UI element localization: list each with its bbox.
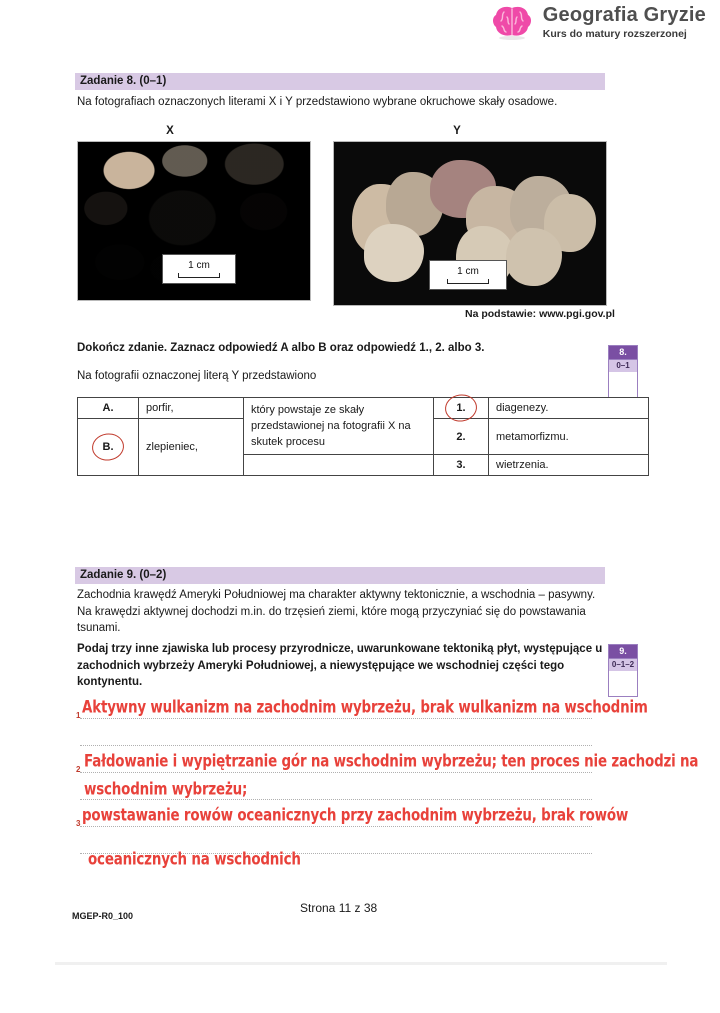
- score-number-9: 9.: [609, 645, 637, 658]
- table-middle-text: który powstaje ze skały przedstawionej na fotografii X na skutek procesu: [244, 398, 434, 455]
- brain-icon: [491, 4, 533, 40]
- rock-fragment: [506, 228, 562, 286]
- answer-line[interactable]: [80, 799, 592, 800]
- score-range-8: 0–1: [609, 359, 637, 372]
- option-b-label: B.: [102, 441, 114, 453]
- option-number-3[interactable]: 3.: [434, 455, 489, 476]
- scale-label-y: 1 cm: [457, 266, 479, 277]
- task-8-stem: Na fotografii oznaczonej literą Y przedstawiono: [77, 370, 317, 382]
- score-blank-8[interactable]: [609, 372, 637, 397]
- footer-code: MGEP-R0_100: [72, 911, 134, 921]
- option-letter-b[interactable]: [78, 419, 139, 476]
- score-blank-9[interactable]: [609, 671, 637, 696]
- handwritten-answer-3-line-1: powstawanie rowów oceanicznych przy zachodnim wybrzeżu, brak rowów: [82, 806, 629, 825]
- rock-fragment: [364, 224, 424, 282]
- score-box-task-8: [608, 345, 638, 398]
- table-middle-spacer: [244, 455, 434, 476]
- table-row: [78, 398, 649, 419]
- photo-y-conglomerate: [333, 141, 607, 306]
- option-a-text[interactable]: porfir,: [139, 398, 244, 419]
- answer-line[interactable]: [80, 718, 592, 719]
- score-box-task-9: [608, 644, 638, 697]
- photo-x-pebbles: [77, 141, 311, 301]
- task-9-band: Zadanie 9. (0–2): [75, 567, 605, 584]
- brand-subtitle: Kurs do matury rozszerzonej: [542, 27, 687, 40]
- brand-title: Geografia Gryzie: [542, 3, 706, 26]
- score-range-9: 0–1–2: [609, 658, 637, 671]
- option-b-text[interactable]: zlepieniec,: [139, 419, 244, 476]
- score-number-8: 8.: [609, 346, 637, 359]
- photo-y-label: Y: [453, 125, 461, 137]
- exam-sheet: [0, 56, 720, 956]
- task-8-band: Zadanie 8. (0–1): [75, 73, 605, 90]
- option-number-2[interactable]: 2.: [434, 419, 489, 455]
- option-letter-a[interactable]: [78, 398, 139, 419]
- answer-number-2: 2: [76, 765, 81, 774]
- answer-line[interactable]: [80, 826, 592, 827]
- photo-source: Na podstawie: www.pgi.gov.pl: [465, 308, 615, 320]
- task-8-instruction: Dokończ zdanie. Zaznacz odpowiedź A albo B oraz odpowiedź 1., 2. albo 3.: [77, 342, 485, 354]
- footer-page-number: Strona 11 z 38: [300, 901, 378, 915]
- option-number-1[interactable]: [434, 398, 489, 419]
- option-1-label: 1.: [456, 402, 466, 414]
- scale-bar-graphic-y: [447, 279, 489, 284]
- task-9-instruction: Podaj trzy inne zjawiska lub procesy przyrodnicze, uwarunkowane tektoniką płyt, występujące u zachodnich wybrzeży Ameryki Południowej, a niewystępujące we wschodniej części tego kontynentu.: [77, 643, 603, 688]
- brand-header: [491, 4, 706, 40]
- answer-table-task-8: [77, 397, 649, 476]
- scale-bar-graphic-x: [178, 273, 220, 278]
- answer-line[interactable]: [80, 745, 592, 746]
- scale-bar-x: [162, 254, 236, 284]
- task-9-intro: Zachodnia krawędź Ameryki Południowej ma charakter aktywny tektonicznie, a wschodnia – pasywny. Na krawędzi aktywnej dochodzi m.in. do trzęsień ziemi, które mogą przyczyniać się do powstawania tsunami.: [77, 589, 596, 634]
- option-2-text[interactable]: metamorfizmu.: [489, 419, 649, 455]
- page-separator: [55, 962, 667, 965]
- answer-line[interactable]: [80, 772, 592, 773]
- option-a-label: A.: [102, 402, 114, 414]
- option-1-text[interactable]: diagenezy.: [489, 398, 649, 419]
- option-3-text[interactable]: wietrzenia.: [489, 455, 649, 476]
- handwritten-answer-3-line-2: oceanicznych na wschodnich: [88, 850, 301, 869]
- answer-number-1: 1: [76, 711, 81, 720]
- photo-x-label: X: [166, 125, 174, 137]
- handwritten-answer-2-line-2: wschodnim wybrzeżu;: [84, 780, 248, 799]
- scale-bar-y: [429, 260, 507, 290]
- handwritten-answer-2-line-1: Fałdowanie i wypiętrzanie gór na wschodnim wybrzeżu; ten proces nie zachodzi na: [84, 752, 699, 771]
- scale-label-x: 1 cm: [188, 260, 210, 271]
- brand-text: [543, 5, 706, 40]
- handwritten-answer-1-line-1: Aktywny wulkanizm na zachodnim wybrzeżu, brak wulkanizm na wschodnim: [82, 698, 648, 717]
- task-8-intro: Na fotografiach oznaczonych literami X i Y przedstawiono wybrane okruchowe skały osadowe.: [77, 96, 558, 108]
- answer-number-3: 3: [76, 819, 81, 828]
